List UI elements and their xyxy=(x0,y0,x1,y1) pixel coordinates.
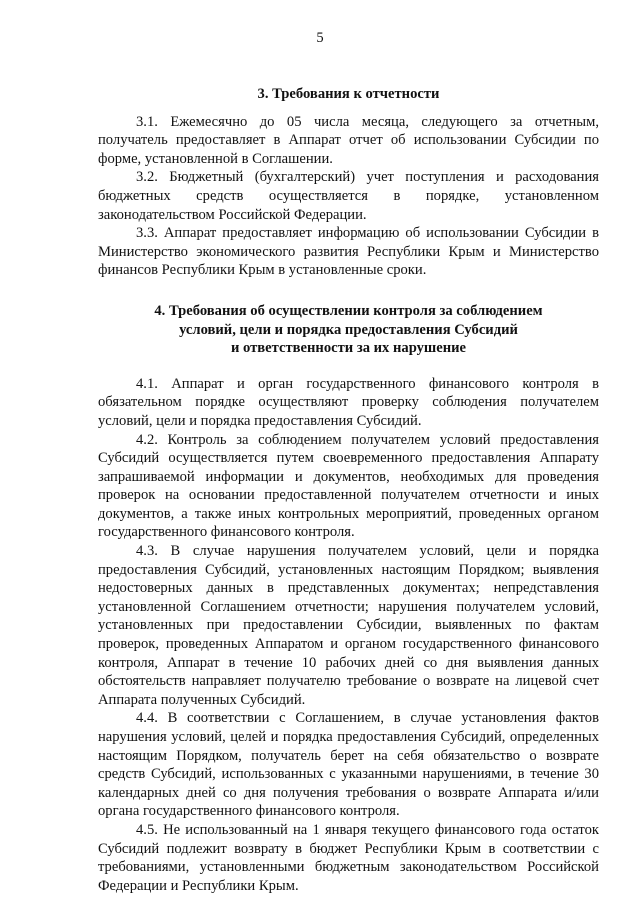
paragraph-4-4: 4.4. В соответствии с Соглашением, в случае установления фактов нарушения условий, целей и порядка предоставления Субсидий, определенных настоящим Порядком, получатель берет на себя обязательство о возврате средств Субсидий, использованных с указанными нарушениями, в течение 30 календарных дней со дня получения требования о возврате Аппарата и/или органа государственного финансового контроля. xyxy=(98,710,599,820)
section-4-heading-line-1: 4. Требования об осуществлении контроля за соблюдением xyxy=(154,302,543,319)
section-4-heading xyxy=(98,302,599,358)
page-number: 5 xyxy=(316,30,324,46)
paragraph-3-1: 3.1. Ежемесячно до 05 числа месяца, следующего за отчетным, получатель предоставляет в Аппарат отчет об использовании Субсидии по форме, установленной в Соглашении. xyxy=(98,113,599,167)
paragraph-3-3: 3.3. Аппарат предоставляет информацию об использовании Субсидии в Министерство экономического развития Республики Крым и Министерство финансов Республики Крым в установленные сроки. xyxy=(98,225,599,279)
paragraph-4-3: 4.3. В случае нарушения получателем условий, цели и порядка предоставления Субсидий, установленных настоящим Порядком; выявления недостоверных данных в представленных документах; непредставления установленной Соглашением отчетности; нарушения получателем условий, установленных при предоставлении Субсидии, выявленных по фактам проверок, проведенных Аппаратом и органом государственного финансового контроля, Аппарат в течение 10 рабочих дней со дня выявления данных обстоятельств направляет получателю требование о возврате на лицевой счет Аппарата полученных Субсидий. xyxy=(98,543,599,708)
document-body xyxy=(98,85,599,895)
paragraph-4-5: 4.5. Не использованный на 1 января текущего финансового года остаток Субсидий подлежит возврату в бюджет Республики Крым в соответствии с требованиями, установленными бюджетным законодательством Российской Федерации и Республики Крым. xyxy=(98,821,599,894)
paragraph-4-2: 4.2. Контроль за соблюдением получателем условий предоставления Субсидий осуществляется путем своевременного предоставления Аппарату запрашиваемой информации и документов, необходимых для проведения проверок на основании предоставленной получателем отчетности и иных документов, а также иных контрольных мероприятий, проведенных органом государственного финансового контроля. xyxy=(98,431,599,541)
paragraph-4-1: 4.1. Аппарат и орган государственного финансового контроля в обязательном порядке осуществляют проверку соблюдения получателем условий, цели и порядка предоставления Субсидий. xyxy=(98,375,599,429)
paragraph-3-2: 3.2. Бюджетный (бухгалтерский) учет поступления и расходования бюджетных средств осуществляется в порядке, установленном законодательством Российской Федерации. xyxy=(98,169,599,223)
section-4-heading-line-2: условий, цели и порядка предоставления Субсидий xyxy=(179,321,518,338)
section-3-heading: 3. Требования к отчетности xyxy=(257,86,440,102)
section-4-heading-line-3: и ответственности за их нарушение xyxy=(230,340,467,357)
